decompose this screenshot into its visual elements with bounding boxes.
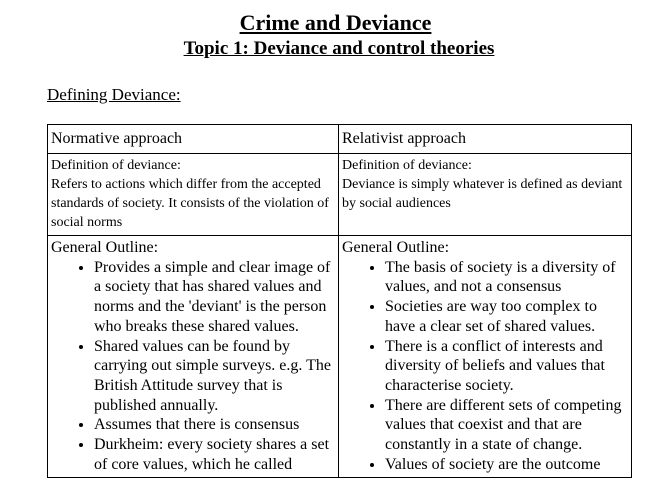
definition-row bbox=[48, 154, 632, 236]
definition-label: Definition of deviance: bbox=[342, 158, 472, 173]
relativist-outline-cell bbox=[339, 236, 632, 478]
relativist-definition-text: Deviance is simply whatever is defined as deviant by social audiences bbox=[342, 177, 623, 211]
list-item: • Shared values can be found by carrying out simple surveys. e.g. The British Attitude survey that is published annually. bbox=[94, 337, 335, 416]
relativist-definition-cell bbox=[339, 154, 632, 236]
normative-definition-cell bbox=[48, 154, 339, 236]
normative-outline-list bbox=[51, 258, 335, 475]
header-relativist: Relativist approach bbox=[339, 125, 632, 154]
outline-row bbox=[48, 236, 632, 478]
list-item: • Durkheim: every society shares a set of core values, which he called bbox=[94, 435, 335, 474]
normative-outline-cell bbox=[48, 236, 339, 478]
list-item: • Assumes that there is consensus bbox=[94, 415, 335, 435]
list-item: • The basis of society is a diversity of values, and not a consensus bbox=[385, 258, 628, 297]
list-item: • Values of society are the outcome bbox=[385, 455, 628, 475]
relativist-outline-list bbox=[342, 258, 628, 475]
list-item: • There is a conflict of interests and diversity of beliefs and values that characterise society. bbox=[385, 337, 628, 396]
list-item: • Societies are way too complex to have a clear set of shared values. bbox=[385, 297, 628, 336]
list-item: • Provides a simple and clear image of a society that has shared values and norms and the 'deviant' is the person who breaks these shared values. bbox=[94, 258, 335, 337]
document-title: Crime and Deviance bbox=[239, 10, 432, 35]
list-item: • There are different sets of competing values that coexist and that are constantly in a state of change. bbox=[385, 396, 628, 455]
outline-label: General Outline: bbox=[342, 239, 450, 256]
header-normative: Normative approach bbox=[48, 125, 339, 154]
outline-label: General Outline: bbox=[51, 239, 159, 256]
section-heading: Defining Deviance: bbox=[47, 85, 181, 104]
table-header-row bbox=[48, 125, 632, 154]
normative-definition-text: Refers to actions which differ from the accepted standards of society. It consists of the violation of social norms bbox=[51, 177, 329, 230]
definition-label: Definition of deviance: bbox=[51, 158, 181, 173]
document-subtitle: Topic 1: Deviance and control theories bbox=[183, 38, 495, 59]
comparison-table bbox=[47, 124, 632, 478]
